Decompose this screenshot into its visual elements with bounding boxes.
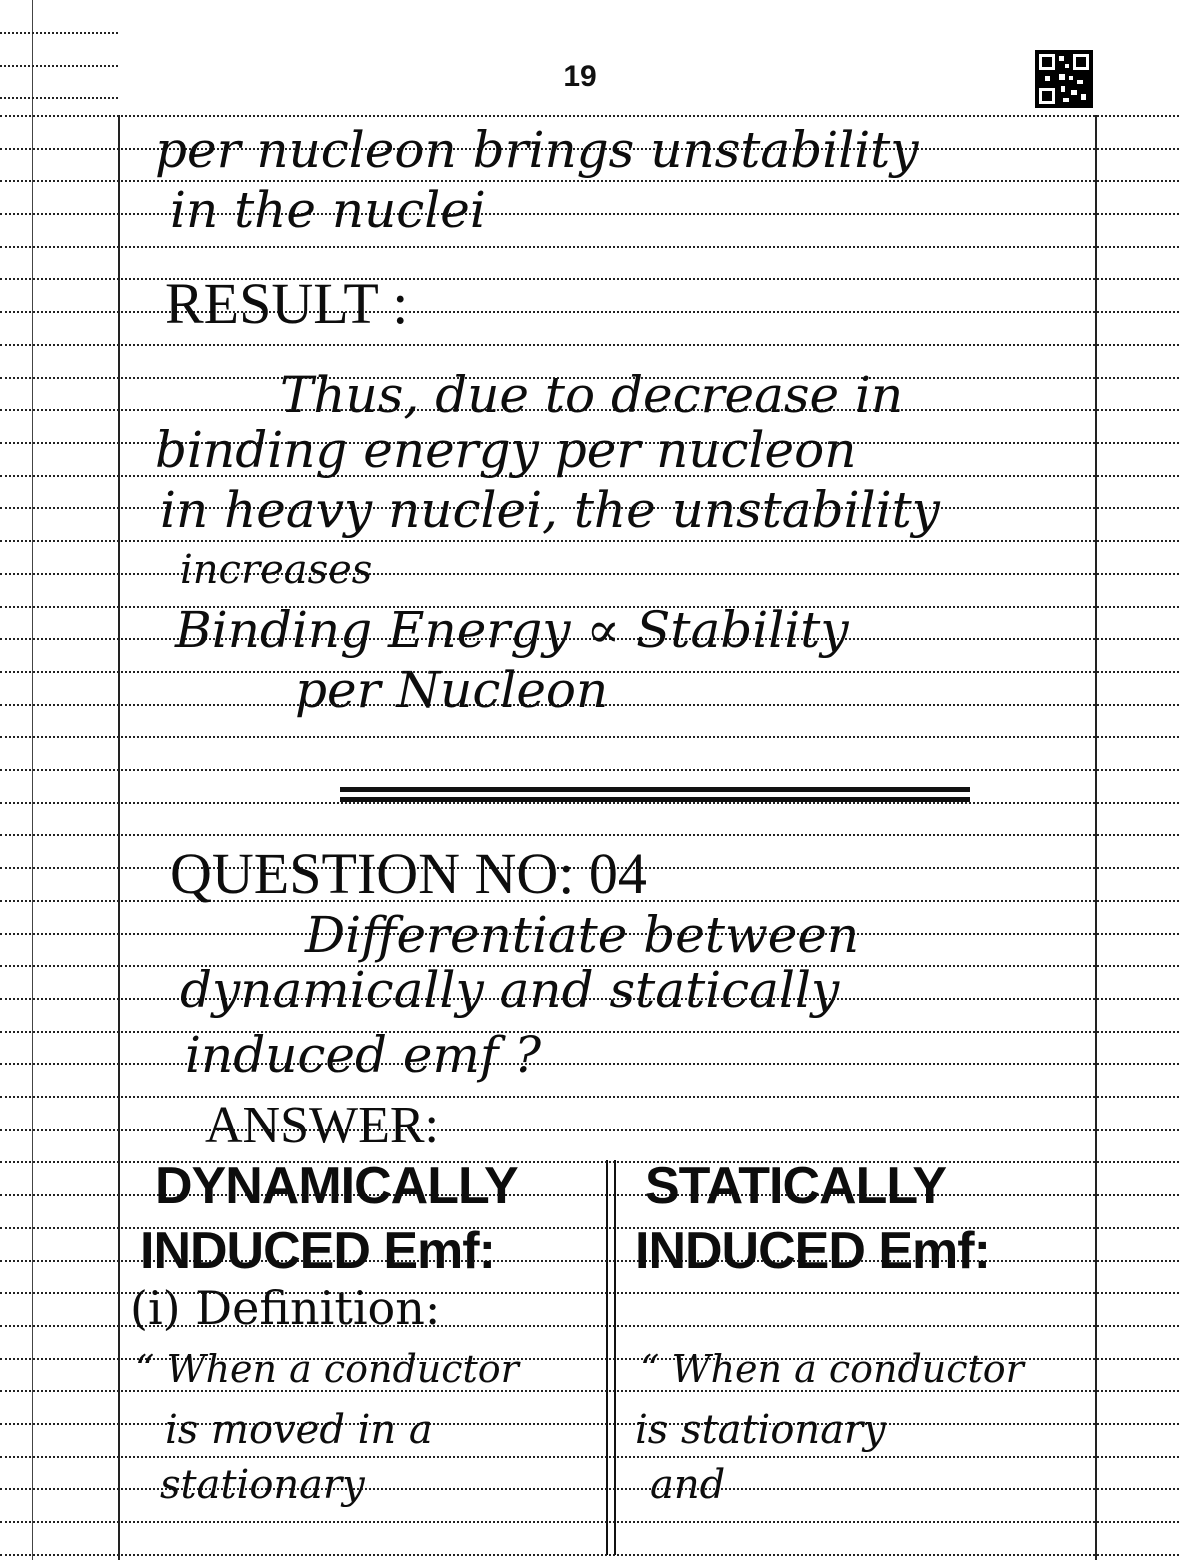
left-margin-line: [118, 115, 120, 1560]
definition-label: (i) Definition:: [130, 1281, 441, 1335]
text-line: Binding Energy ∝ Stability: [175, 601, 849, 659]
ruled-line: [0, 834, 1179, 836]
ruled-line: [0, 246, 1179, 248]
text-line: increases: [180, 547, 373, 593]
ruled-line: [0, 769, 1179, 771]
ruled-line: [0, 115, 1179, 117]
left-column-title: INDUCED Emf:: [140, 1222, 495, 1280]
text-line: per nucleon brings unstability: [155, 121, 919, 179]
text-line: in heavy nuclei, the unstability: [160, 481, 940, 539]
result-heading: RESULT :: [165, 271, 409, 336]
text-line: per Nucleon: [295, 661, 609, 719]
ruled-line: [0, 1129, 1179, 1131]
right-column-title: STATICALLY: [645, 1157, 947, 1215]
ruled-line: [0, 1096, 1179, 1098]
section-divider-top: [340, 787, 970, 792]
right-column-text: is stationary: [635, 1407, 886, 1453]
text-line: induced emf ?: [185, 1026, 542, 1084]
column-separator-line: [606, 1160, 608, 1555]
ruled-line: [0, 97, 118, 99]
ruled-line: [0, 1554, 1179, 1556]
page-number: 19: [563, 60, 597, 93]
answer-heading: ANSWER:: [205, 1097, 439, 1154]
qr-code-icon: [1035, 50, 1093, 108]
ruled-line: [0, 1521, 1179, 1523]
ruled-line: [0, 1063, 1179, 1065]
left-column-text: “ When a conductor: [135, 1347, 519, 1391]
ruled-line: [0, 1456, 1179, 1458]
text-line: dynamically and statically: [180, 961, 840, 1019]
right-column-text: “ When a conductor: [640, 1347, 1024, 1391]
right-column-text: and: [650, 1462, 726, 1508]
left-column-text: is moved in a: [165, 1407, 433, 1453]
text-line: Thus, due to decrease in: [280, 366, 904, 424]
text-line: Differentiate between: [305, 906, 860, 964]
right-column-title: INDUCED Emf:: [635, 1222, 990, 1280]
left-column-title: DYNAMICALLY: [155, 1157, 518, 1215]
ruled-line: [0, 32, 118, 34]
ruled-line: [0, 344, 1179, 346]
ruled-line: [0, 736, 1179, 738]
right-margin-line: [1095, 115, 1097, 1560]
text-line: in the nuclei: [170, 181, 486, 239]
column-separator-line: [614, 1160, 616, 1555]
ruled-line: [0, 540, 1179, 542]
ruled-line: [0, 802, 1179, 804]
ruled-line: [0, 573, 1179, 575]
ruled-line: [0, 1031, 1179, 1033]
left-column-text: stationary: [160, 1462, 365, 1508]
section-divider-bottom: [340, 797, 970, 802]
question-heading: QUESTION NO: 04: [170, 841, 647, 906]
text-line: binding energy per nucleon: [155, 421, 857, 479]
ruled-line: [0, 65, 118, 67]
